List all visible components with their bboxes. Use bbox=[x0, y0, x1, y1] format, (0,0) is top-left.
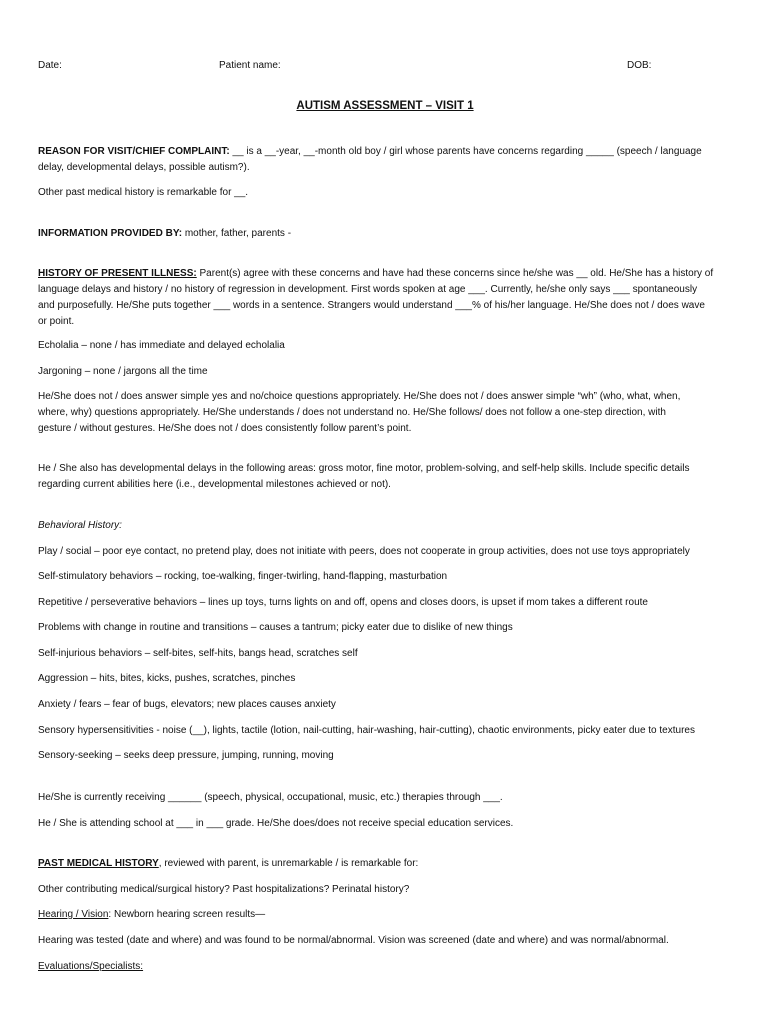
hpi-line-4: or point. bbox=[38, 316, 75, 327]
school: He / She is attending school at ___ in ___ grade. He/She does/does not receive special education services. bbox=[38, 818, 514, 829]
behavior-item: Aggression – hits, bites, kicks, pushes, scratches, pinches bbox=[38, 673, 296, 684]
hearing-tested: Hearing was tested (date and where) and was found to be normal/abnormal. Vision was screened (date and where) and was normal/abnormal. bbox=[38, 935, 669, 946]
document-title: AUTISM ASSESSMENT – VISIT 1 bbox=[296, 100, 474, 112]
behavior-item: Play / social – poor eye contact, no pretend play, does not initiate with peers, does not cooperate in group activities, does not use toys appropriately bbox=[38, 546, 690, 557]
behavior-item: Anxiety / fears – fear of bugs, elevators; new places causes anxiety bbox=[38, 699, 336, 710]
hearing-vision-line bbox=[38, 907, 740, 923]
jargoning: Jargoning – none / jargons all the time bbox=[38, 366, 208, 377]
delays-line-2: regarding current abilities here (i.e., developmental milestones achieved or not). bbox=[38, 479, 391, 490]
pmh-text: , reviewed with parent, is unremarkable / is remarkable for: bbox=[158, 858, 419, 869]
evaluations-label: Evaluations/Specialists: bbox=[38, 961, 144, 972]
behavior-item: Self-stimulatory behaviors – rocking, toe-walking, finger-twirling, hand-flapping, masturbation bbox=[38, 571, 448, 582]
behavioral-heading: Behavioral History: bbox=[38, 520, 122, 531]
pmh-label: PAST MEDICAL HISTORY bbox=[38, 858, 159, 869]
echolalia: Echolalia – none / has immediate and delayed echolalia bbox=[38, 340, 285, 351]
info-provided bbox=[38, 226, 740, 242]
hearing-vision-text: : Newborn hearing screen results— bbox=[108, 909, 266, 920]
therapies: He/She is currently receiving ______ (speech, physical, occupational, music, etc.) therapies through ___. bbox=[38, 792, 503, 803]
delays-line-1: He / She also has developmental delays in the following areas: gross motor, fine motor, problem-solving, and self-help skills. Include specific details bbox=[38, 463, 690, 474]
hpi-line-2: language delays and history / no history of regression in development. First words spoken at age ___. Currently, he/she only says ___ spontaneously bbox=[38, 284, 698, 295]
questions-line-2: where, why) questions appropriately. He/She understands / does not understand no. He/She follows/ does not follow a one-step direction, with bbox=[38, 407, 666, 418]
behavior-item: Sensory hypersensitivities - noise (__), lights, tactile (lotion, nail-cutting, hair-washing, hair-cutting), chaotic environments, picky eater due to textures bbox=[38, 725, 695, 736]
behavior-item: Problems with change in routine and transitions – causes a tantrum; picky eater due to dislike of new things bbox=[38, 622, 513, 633]
hpi-line-1 bbox=[38, 266, 740, 282]
patient-name-label: Patient name: bbox=[219, 60, 281, 71]
behavior-item: Self-injurious behaviors – self-bites, self-hits, bangs head, scratches self bbox=[38, 648, 358, 659]
hpi-line-3: and purposefully. He/She puts together ___ words in a sentence. Strangers would understand ___% of his/her language. He/She does not / does wave bbox=[38, 300, 705, 311]
contributing-history: Other contributing medical/surgical history? Past hospitalizations? Perinatal history? bbox=[38, 884, 410, 895]
info-label: INFORMATION PROVIDED BY: bbox=[38, 228, 183, 239]
hearing-vision-label: Hearing / Vision bbox=[38, 909, 109, 920]
date-label: Date: bbox=[38, 60, 62, 71]
questions-line-3: gesture / without gestures. He/She does not / does consistently follow parent’s point. bbox=[38, 423, 412, 434]
reason-label: REASON FOR VISIT/CHIEF COMPLAINT: bbox=[38, 146, 230, 157]
hpi-label: HISTORY OF PRESENT ILLNESS: bbox=[38, 268, 197, 279]
info-text: mother, father, parents - bbox=[182, 228, 292, 239]
questions-line-1: He/She does not / does answer simple yes and no/choice questions appropriately. He/She does not / does answer simple “wh” (who, what, when, bbox=[38, 391, 681, 402]
pmh-line bbox=[38, 856, 740, 872]
behavior-item: Sensory-seeking – seeks deep pressure, jumping, running, moving bbox=[38, 750, 334, 761]
reason-line-2: delay, developmental delays, possible autism?). bbox=[38, 162, 250, 173]
other-history: Other past medical history is remarkable for __. bbox=[38, 187, 249, 198]
behavior-item: Repetitive / perseverative behaviors – lines up toys, turns lights on and off, opens and closes doors, is upset if mom takes a different route bbox=[38, 597, 648, 608]
dob-label: DOB: bbox=[627, 60, 652, 71]
reason-text-1: __ is a __-year, __-month old boy / girl whose parents have concerns regarding _____ (speech / language bbox=[229, 146, 702, 157]
hpi-text-1: Parent(s) agree with these concerns and have had these concerns since he/she was __ old. He/She has a history of bbox=[196, 268, 714, 279]
reason-line-1 bbox=[38, 144, 740, 160]
